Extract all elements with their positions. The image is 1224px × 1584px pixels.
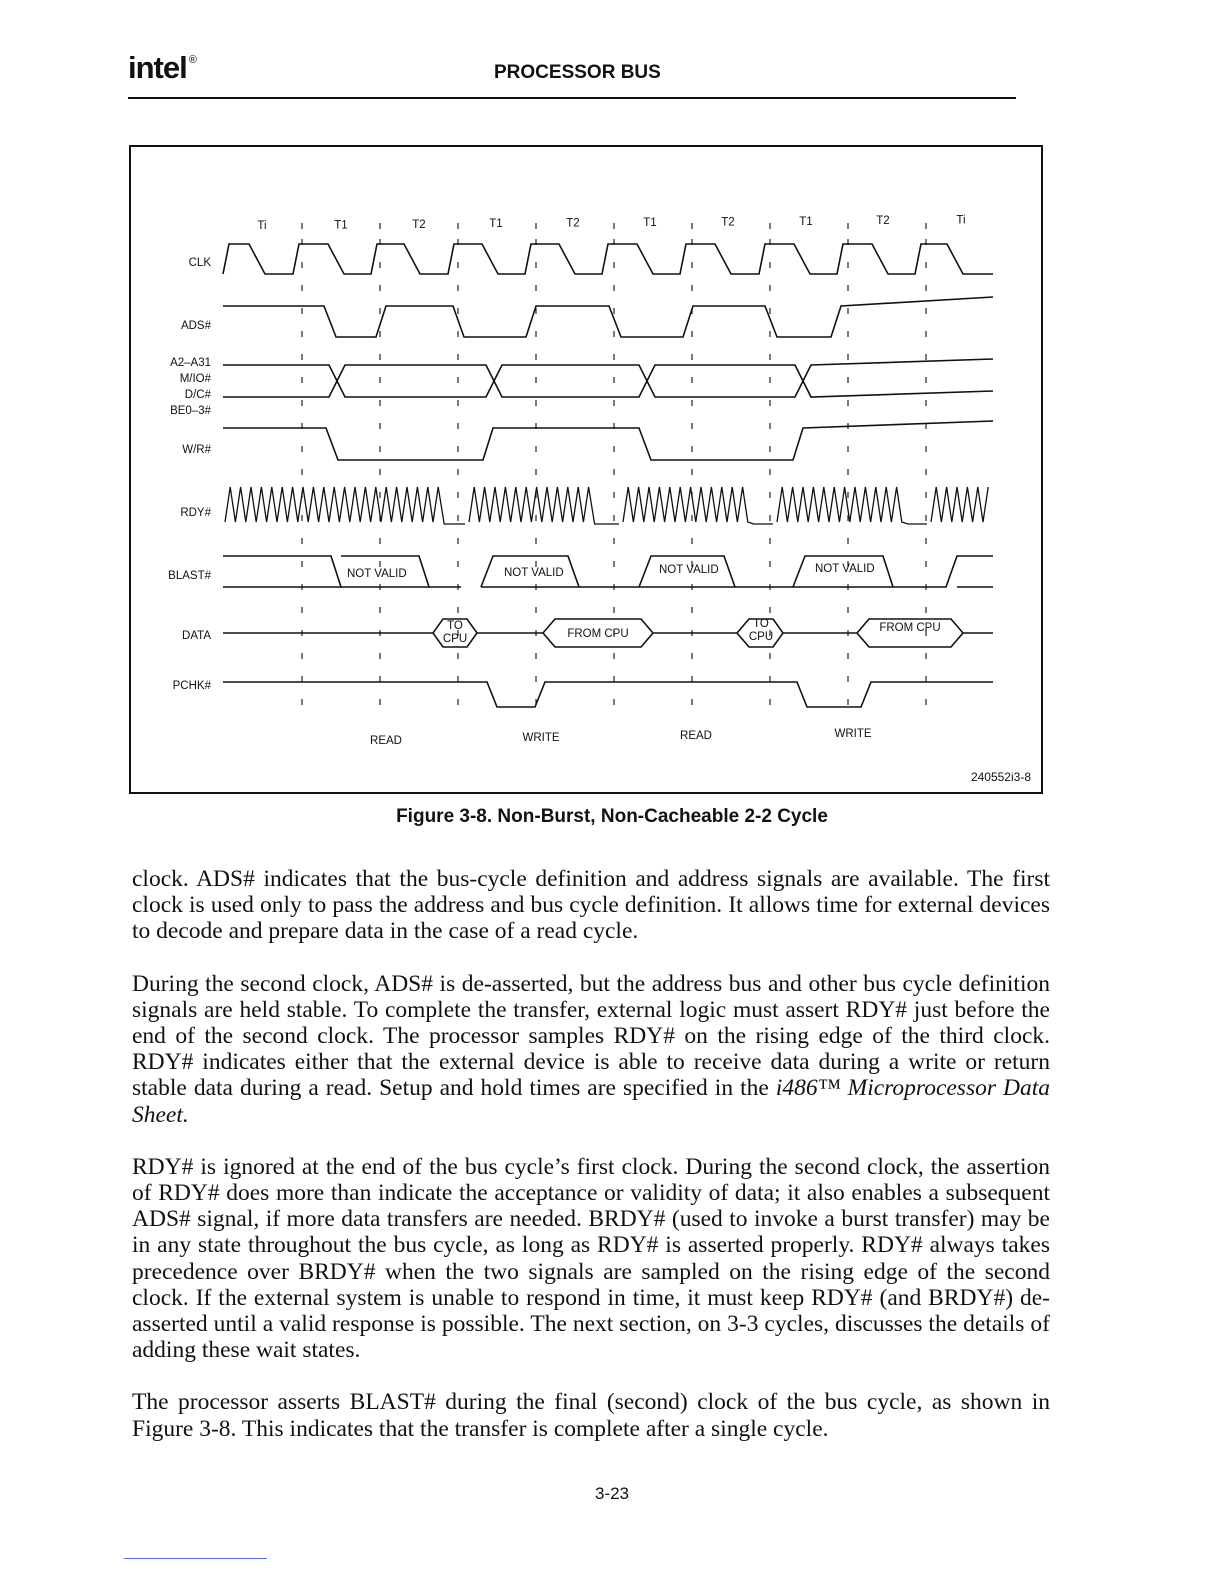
state-label-5: T1 bbox=[643, 217, 657, 229]
address-bus-upper bbox=[223, 359, 993, 381]
signal-label-rdy: RDY# bbox=[180, 507, 211, 519]
signal-label-blast: BLAST# bbox=[168, 570, 211, 582]
timing-diagram-figure bbox=[129, 145, 1043, 794]
paragraph-3: RDY# is ignored at the end of the bus cycle’s first clock. During the second clock, the assertion of RDY# does more than indicate the acceptance or validity of data; it also enables a subsequent ADS# signal, if more data transfers are needed. BRDY# (used to invoke a burst transfer) may be in any state throughout the bus cycle, as long as RDY# is asserted properly. RDY# always takes precedence over BRDY# when the two signals are sampled on the rising edge of the second clock. If the external system is unable to respond in time, it must keep RDY# (and BRDY#) de-asserted until a valid response is possible. The next section, on 3-3 cycles, discusses the details of adding these wait states. bbox=[132, 1153, 1050, 1364]
body-text bbox=[132, 866, 1050, 1468]
intel-logo: intel ® bbox=[128, 50, 196, 85]
header-rule bbox=[128, 97, 1016, 99]
signal-label-pchk: PCHK# bbox=[172, 680, 211, 692]
timing-diagram bbox=[131, 147, 1041, 792]
cycle-label-write-1: WRITE bbox=[522, 732, 560, 744]
state-label-7: T1 bbox=[799, 215, 813, 228]
signal-label-addr-be: BE0–3# bbox=[170, 405, 211, 417]
footer-rule bbox=[124, 1558, 267, 1559]
state-label-9: Ti bbox=[956, 214, 966, 227]
state-label-8: T2 bbox=[876, 215, 890, 228]
signal-label-clk: CLK bbox=[188, 257, 211, 269]
data-from-cpu-label-2: FROM CPU bbox=[879, 622, 941, 634]
data-to-cpu-label-1b: CPU bbox=[442, 633, 468, 645]
data-to-cpu-label-2a: TO bbox=[753, 618, 769, 630]
signal-label-data: DATA bbox=[182, 630, 211, 642]
signal-label-ads: ADS# bbox=[180, 320, 211, 332]
cycle-label-read-2: READ bbox=[680, 730, 712, 742]
blast-not-valid-label-3: NOT VALID bbox=[659, 564, 719, 576]
paragraph-4: The processor asserts BLAST# during the final (second) clock of the bus cycle, as shown in Figure 3-8. This indicates that the transfer is complete after a single cycle. bbox=[132, 1389, 1050, 1442]
page-header-title: PROCESSOR BUS bbox=[494, 62, 661, 83]
paragraph-2: During the second clock, ADS# is de-asserted, but the address bus and other bus cycle definition signals are held stable. To complete the transfer, external logic must assert RDY# just before the end of the second clock. The processor samples RDY# on the rising edge of the third clock. RDY# indicates either that the external device is able to receive data during a write or return stable data during a read. Setup and hold times are specified in the i486™ Microprocessor Data Sheet. bbox=[132, 970, 1050, 1128]
cycle-label-write-2: WRITE bbox=[834, 728, 872, 740]
blast-waveform bbox=[223, 556, 341, 587]
blast-not-valid-label-1: NOT VALID bbox=[347, 568, 407, 580]
cycle-label-read-1: READ bbox=[370, 735, 402, 747]
state-label-0: Ti bbox=[257, 220, 267, 232]
figure-caption: Figure 3-8. Non-Burst, Non-Cacheable 2-2 Cycle bbox=[396, 806, 828, 827]
pchk-waveform bbox=[223, 682, 993, 707]
paragraph-1: clock. ADS# indicates that the bus-cycle definition and address signals are available. The first clock is used only to pass the address and bus cycle definition. It allows time for external devices to decode and prepare data in the case of a read cycle. bbox=[132, 866, 1050, 945]
signal-label-wr: W/R# bbox=[182, 444, 211, 456]
data-to-cpu-label-1a: TO bbox=[447, 620, 463, 632]
data-from-cpu-label-1: FROM CPU bbox=[567, 628, 629, 640]
state-label-6: T2 bbox=[721, 216, 735, 229]
wr-waveform bbox=[223, 421, 993, 460]
rdy-waveform bbox=[225, 487, 988, 524]
state-label-3: T1 bbox=[489, 218, 503, 231]
signal-label-addr-mio: M/IO# bbox=[179, 373, 211, 385]
state-label-4: T2 bbox=[566, 217, 580, 230]
page-number: 3-23 bbox=[594, 1484, 630, 1503]
state-label-2: T2 bbox=[412, 218, 426, 231]
state-label-1: T1 bbox=[334, 219, 348, 232]
figure-id: 240552i3-8 bbox=[970, 770, 1031, 784]
ads-waveform bbox=[223, 297, 993, 337]
signal-label-addr-dc: D/C# bbox=[184, 389, 211, 401]
datasheet-title: i486™ Microprocessor Data Sheet. bbox=[132, 1075, 1050, 1128]
data-to-cpu-label-2b: CPU bbox=[748, 631, 774, 643]
blast-not-valid-label-2: NOT VALID bbox=[504, 567, 564, 579]
blast-not-valid-label-4: NOT VALID bbox=[815, 563, 875, 575]
clk-waveform bbox=[223, 244, 993, 274]
signal-label-addr-a2a31: A2–A31 bbox=[170, 357, 211, 369]
address-bus-lower bbox=[223, 381, 993, 397]
